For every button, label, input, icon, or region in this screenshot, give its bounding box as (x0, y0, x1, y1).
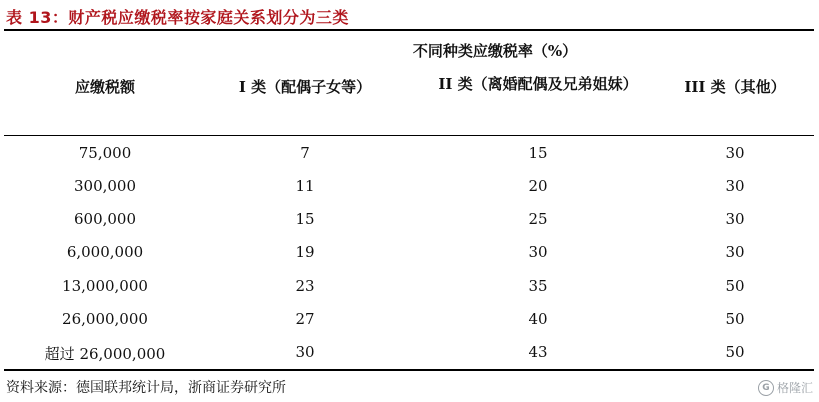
cell-class-1: 23 (295, 277, 315, 295)
cell-class-1: 7 (300, 144, 310, 162)
column-header-amount: 应缴税额 (74, 78, 135, 96)
cell-amount: 超过 26,000,000 (44, 345, 166, 363)
cell-class-3: 30 (725, 177, 745, 195)
cell-class-1: 11 (295, 177, 315, 195)
cell-class-1: 15 (295, 210, 315, 228)
table-row (0, 270, 819, 303)
table-row (0, 303, 819, 336)
cell-amount: 300,000 (73, 177, 137, 195)
watermark (758, 379, 813, 396)
table-title: 表 13：财产税应缴税率按家庭关系划分为三类 (6, 8, 349, 27)
cell-amount: 6,000,000 (66, 243, 144, 261)
cell-class-2: 40 (528, 310, 548, 328)
cell-amount: 13,000,000 (62, 277, 148, 295)
table-row (0, 236, 819, 269)
cell-class-3: 30 (725, 144, 745, 162)
cell-class-1: 30 (295, 343, 315, 361)
table-row (0, 203, 819, 236)
cell-class-1: 27 (295, 310, 315, 328)
cell-class-2: 15 (528, 144, 548, 162)
table-row (0, 170, 819, 203)
column-header-class-3: III 类（其他） (684, 78, 786, 96)
watermark-text: 格隆汇 (776, 381, 813, 395)
cell-class-3: 50 (725, 343, 745, 361)
cell-class-3: 30 (725, 210, 745, 228)
cell-class-3: 50 (725, 277, 745, 295)
top-rule (4, 29, 814, 31)
gelonghui-logo-icon: G (758, 380, 774, 396)
source-note: 资料来源：德国联邦统计局，浙商证券研究所 (6, 380, 286, 396)
cell-class-1: 19 (295, 243, 315, 261)
cell-class-2: 43 (528, 343, 548, 361)
table-row (0, 336, 819, 369)
cell-amount: 26,000,000 (62, 310, 148, 328)
column-header-class-1: I 类（配偶子女等） (238, 78, 372, 96)
bottom-rule (4, 369, 814, 371)
cell-class-2: 30 (528, 243, 548, 261)
header-rule (4, 135, 814, 136)
cell-class-3: 30 (725, 243, 745, 261)
cell-class-3: 50 (725, 310, 745, 328)
cell-class-2: 25 (528, 210, 548, 228)
cell-amount: 75,000 (78, 144, 132, 162)
cell-class-2: 35 (528, 277, 548, 295)
column-header-class-2: II 类（离婚配偶及兄弟姐妹） (438, 75, 638, 93)
cell-amount: 600,000 (73, 210, 137, 228)
cell-class-2: 20 (528, 177, 548, 195)
table-row (0, 137, 819, 170)
group-header: 不同种类应缴税率（%） (412, 42, 578, 60)
